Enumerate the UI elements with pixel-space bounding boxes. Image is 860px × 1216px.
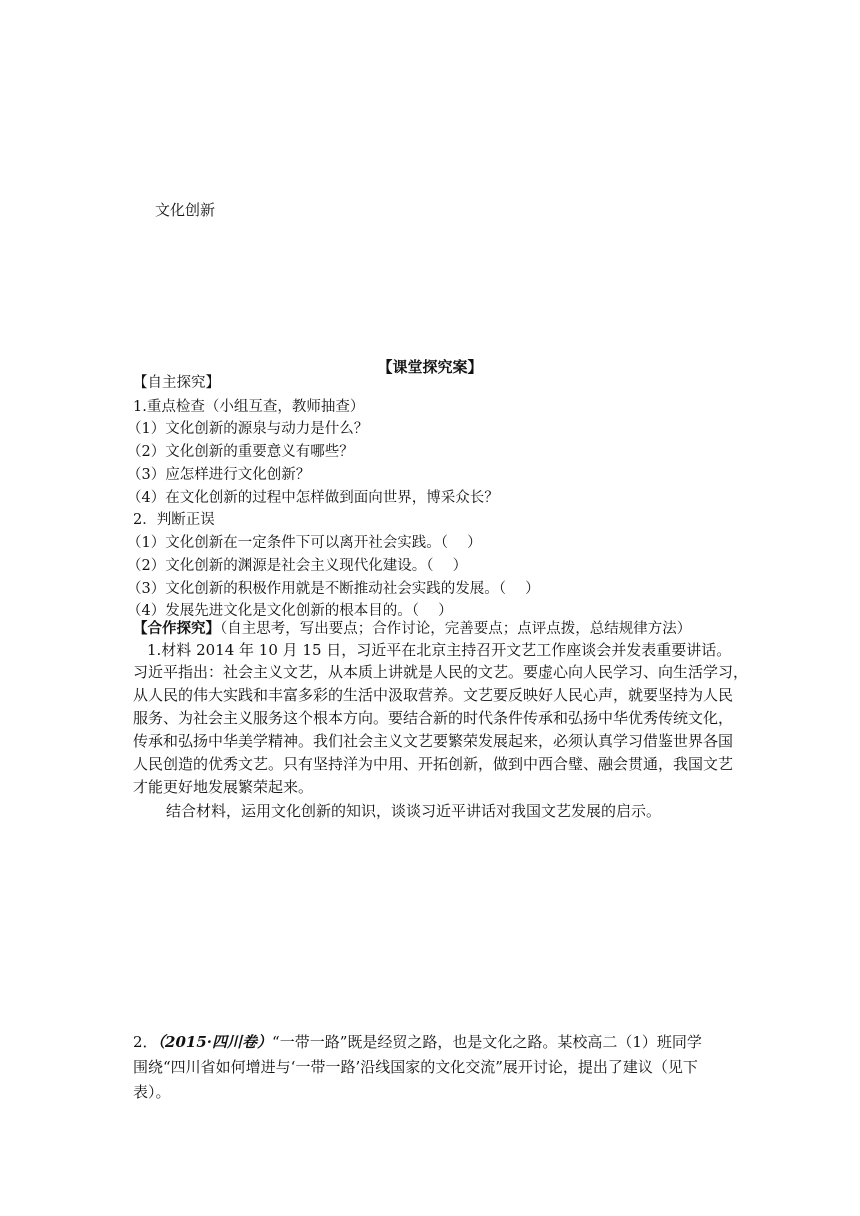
q2-line-3: 表）。 — [133, 1083, 171, 1101]
coop-note: （自主思考，写出要点；合作讨论，完善要点；点评点拨，总结规律方法） — [220, 621, 692, 637]
material-line-5: 传承和弘扬中华美学精神。我们社会主义文艺要繁荣发展起来，必须认真学习借鉴世界各国 — [133, 732, 734, 750]
q1-item-1: （1）文化创新的源泉与动力是什么？ — [127, 421, 369, 437]
self-study-heading: 【自主探究】 — [133, 375, 220, 391]
material-line-4: 服务、为社会主义服务这个根本方向。要结合新的时代条件传承和弘扬中华优秀传统文化， — [133, 709, 734, 727]
coop-question: 结合材料，运用文化创新的知识，谈谈习近平讲话对我国文艺发展的启示。 — [166, 802, 662, 820]
coop-heading: 【合作探究】 — [133, 620, 220, 637]
q2-text-1: “一带一路”既是经贸之路，也是文化之路。某校高二（1）班同学 — [272, 1033, 702, 1051]
q2-item-4: （4）发展先进文化是文化创新的根本目的。（ ） — [127, 603, 453, 619]
q2-line-1 — [133, 1031, 702, 1053]
q1-item-2: （2）文化创新的重要意义有哪些？ — [127, 444, 354, 460]
material-line-2: 习近平指出：社会主义文艺，从本质上讲就是人民的文艺。要虚心向人民学习、向生活学习， — [133, 663, 749, 681]
material-line-3: 从人民的伟大实践和丰富多彩的生活中汲取营养。文艺要反映好人民心声，就要坚持为人民 — [133, 686, 734, 704]
q2-item-2: （2）文化创新的渊源是社会主义现代化建设。（ ） — [127, 558, 468, 574]
material-line-7: 才能更好地发展繁荣起来。 — [133, 778, 314, 796]
prelude-text: 文化创新 — [155, 201, 216, 219]
q1-item-4: （4）在文化创新的过程中怎样做到面向世界，博采众长？ — [127, 490, 499, 506]
q2-title: 2．判断正误 — [133, 512, 215, 528]
coop-section — [133, 620, 691, 638]
section-title: 【课堂探究案】 — [377, 358, 483, 376]
q1-item-3: （3）应怎样进行文化创新？ — [127, 467, 311, 483]
q1-title: 1.重点检查（小组互查，教师抽查） — [133, 399, 365, 415]
q2-source: （2015·四川卷） — [157, 1033, 273, 1051]
q2-item-3: （3）文化创新的积极作用就是不断推动社会实践的发展。（ ） — [127, 581, 540, 597]
q2-line-2: 围绕“四川省如何增进与‘一带一路’沿线国家的文化交流”展开讨论，提出了建议（见下 — [133, 1058, 698, 1076]
q2-item-1: （1）文化创新在一定条件下可以离开社会实践。（ ） — [127, 535, 482, 551]
q2-number: 2． — [133, 1033, 158, 1051]
material-line-1: 1.材料 2014 年 10 月 15 日，习近平在北京主持召开文艺工作座谈会并发表重要讲话。 — [147, 641, 732, 659]
material-line-6: 人民创造的优秀文艺。只有坚持洋为中用、开拓创新，做到中西合璧、融会贯通，我国文艺 — [133, 755, 734, 773]
